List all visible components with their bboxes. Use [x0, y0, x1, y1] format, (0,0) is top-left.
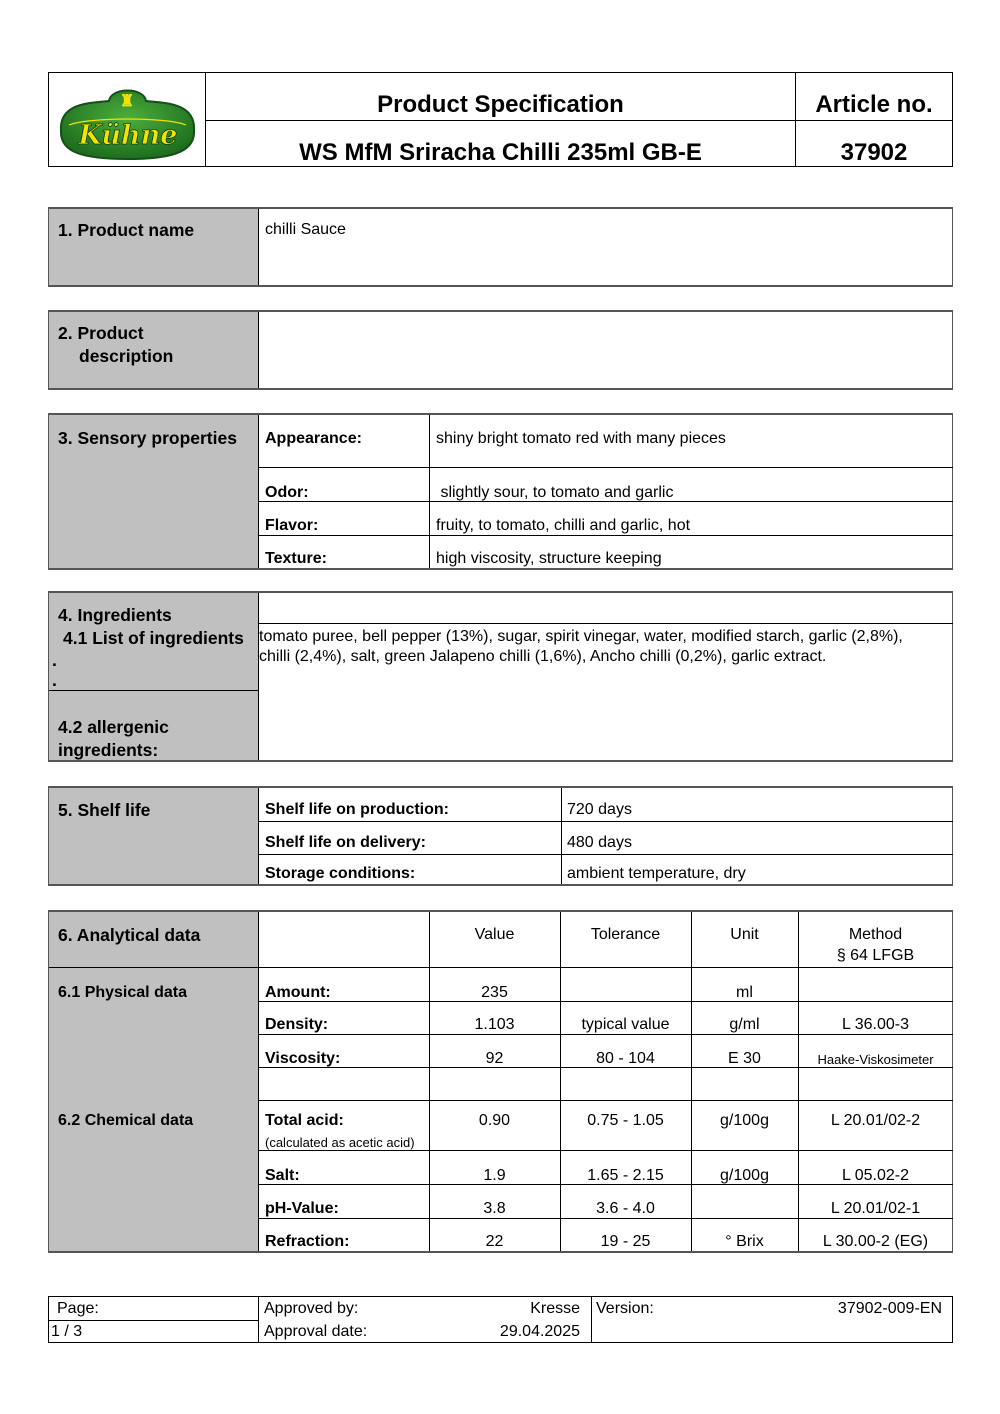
shelf-life-production-label: Shelf life on production:: [265, 801, 449, 818]
total-acid-unit: g/100g: [720, 1112, 769, 1129]
appearance-value: shiny bright tomato red with many pieces: [436, 430, 726, 447]
dot-2: .: [52, 670, 57, 690]
section-4-title: 4. Ingredients: [58, 605, 172, 625]
appearance-label: Appearance:: [265, 430, 362, 447]
approval-date-label: Approval date:: [264, 1323, 368, 1340]
col-unit-header: Unit: [730, 926, 759, 943]
document-footer: [48, 1296, 953, 1343]
viscosity-method: Haake-Viskosimeter: [817, 1052, 934, 1067]
density-tolerance: typical value: [581, 1016, 670, 1033]
salt-label: Salt:: [265, 1167, 300, 1184]
viscosity-tolerance: 80 - 104: [596, 1050, 655, 1067]
ingredients-list-title: 4.1 List of ingredients: [63, 628, 244, 648]
logo-cell: [49, 73, 206, 166]
page-number: 1 / 3: [51, 1323, 83, 1340]
ph-label: pH-Value:: [265, 1200, 339, 1217]
amount-unit: ml: [736, 984, 753, 1001]
ingredients-list-line1: tomato puree, bell pepper (13%), sugar, spirit vinegar, water, modified starch, garlic (2,8%),: [259, 628, 903, 645]
shelf-life-delivery-label: Shelf life on delivery:: [265, 834, 426, 851]
total-acid-label: Total acid:: [265, 1112, 344, 1129]
shelf-life-delivery-value: 480 days: [567, 834, 632, 851]
total-acid-note: (calculated as acetic acid): [265, 1135, 415, 1150]
section-ingredients: [48, 591, 953, 762]
section-5-title: 5. Shelf life: [58, 800, 151, 820]
refraction-unit: ° Brix: [725, 1233, 764, 1250]
total-acid-value: 0.90: [478, 1112, 511, 1129]
ingredients-list-line2: chilli (2,4%), salt, green Jalapeno chilli (1,6%), Ancho chilli (0,2%), garlic extract.: [259, 648, 827, 665]
approved-by-label: Approved by:: [264, 1300, 359, 1317]
col-method-subheader: § 64 LFGB: [836, 947, 915, 964]
viscosity-unit: E 30: [728, 1050, 761, 1067]
odor-label: Odor:: [265, 484, 309, 501]
col-method-header: Method: [848, 926, 903, 943]
kuhne-logo: [49, 73, 206, 166]
density-label: Density:: [265, 1016, 329, 1033]
chemical-data-title: 6.2 Chemical data: [58, 1112, 194, 1129]
texture-value: high viscosity, structure keeping: [436, 550, 662, 567]
ph-value: 3.8: [483, 1200, 506, 1217]
col-value-header: Value: [474, 926, 515, 943]
approved-by-value: Kresse: [530, 1300, 580, 1317]
salt-method: L 05.02-2: [841, 1167, 909, 1184]
page-title: Product Specification: [377, 91, 624, 118]
flavor-label: Flavor:: [265, 517, 319, 534]
amount-label: Amount:: [265, 984, 331, 1001]
article-label: Article no.: [815, 91, 933, 118]
section-2-title-line2: description: [79, 346, 174, 366]
shelf-life-production-value: 720 days: [567, 801, 632, 818]
odor-value: slightly sour, to tomato and garlic: [436, 484, 674, 501]
density-unit: g/ml: [729, 1016, 760, 1033]
version-label: Version:: [596, 1300, 654, 1317]
texture-label: Texture:: [265, 550, 327, 567]
section-analytical-data: [48, 910, 953, 1253]
storage-conditions-value: ambient temperature, dry: [567, 865, 746, 882]
section-product-description: [48, 310, 953, 390]
page-label: Page:: [57, 1300, 99, 1317]
storage-conditions-label: Storage conditions:: [265, 865, 416, 882]
svg-text:♜: ♜: [119, 91, 135, 110]
refraction-method: L 30.00-2 (EG): [822, 1233, 929, 1250]
section-product-name: [48, 207, 953, 287]
refraction-value: 22: [485, 1233, 504, 1250]
section-sensory-properties: [48, 413, 953, 570]
total-acid-method: L 20.01/02-2: [830, 1112, 921, 1129]
total-acid-tolerance: 0.75 - 1.05: [587, 1112, 664, 1129]
flavor-value: fruity, to tomato, chilli and garlic, hot: [436, 517, 691, 534]
col-tolerance-header: Tolerance: [590, 926, 661, 943]
product-title: WS MfM Sriracha Chilli 235ml GB-E: [299, 139, 702, 166]
section-2-title-line1: 2. Product: [58, 323, 144, 343]
refraction-tolerance: 19 - 25: [600, 1233, 651, 1250]
section-6-title: 6. Analytical data: [58, 925, 201, 945]
section-3-title: 3. Sensory properties: [58, 428, 237, 448]
density-method: L 36.00-3: [841, 1016, 909, 1033]
viscosity-value: 92: [485, 1050, 504, 1067]
product-name-value: chilli Sauce: [265, 221, 346, 238]
logo-text: Kühne: [78, 120, 178, 151]
approval-date-value: 29.04.2025: [499, 1323, 580, 1340]
amount-value: 235: [481, 984, 508, 1001]
salt-value: 1.9: [483, 1167, 506, 1184]
viscosity-label: Viscosity:: [265, 1050, 341, 1067]
physical-data-title: 6.1 Physical data: [58, 984, 187, 1001]
section-shelf-life: [48, 786, 953, 886]
document-header: [48, 72, 953, 167]
allergens-title-line1: 4.2 allergenic: [58, 717, 169, 737]
salt-tolerance: 1.65 - 2.15: [587, 1167, 664, 1184]
refraction-label: Refraction:: [265, 1233, 350, 1250]
allergens-title-line2: ingredients:: [58, 740, 159, 760]
article-number: 37902: [840, 139, 908, 166]
dot-1: .: [52, 650, 57, 670]
version-value: 37902-009-EN: [837, 1300, 942, 1317]
ph-tolerance: 3.6 - 4.0: [596, 1200, 655, 1217]
salt-unit: g/100g: [720, 1167, 769, 1184]
section-1-title: 1. Product name: [58, 220, 195, 240]
density-value: 1.103: [474, 1016, 515, 1033]
ph-method: L 20.01/02-1: [830, 1200, 921, 1217]
